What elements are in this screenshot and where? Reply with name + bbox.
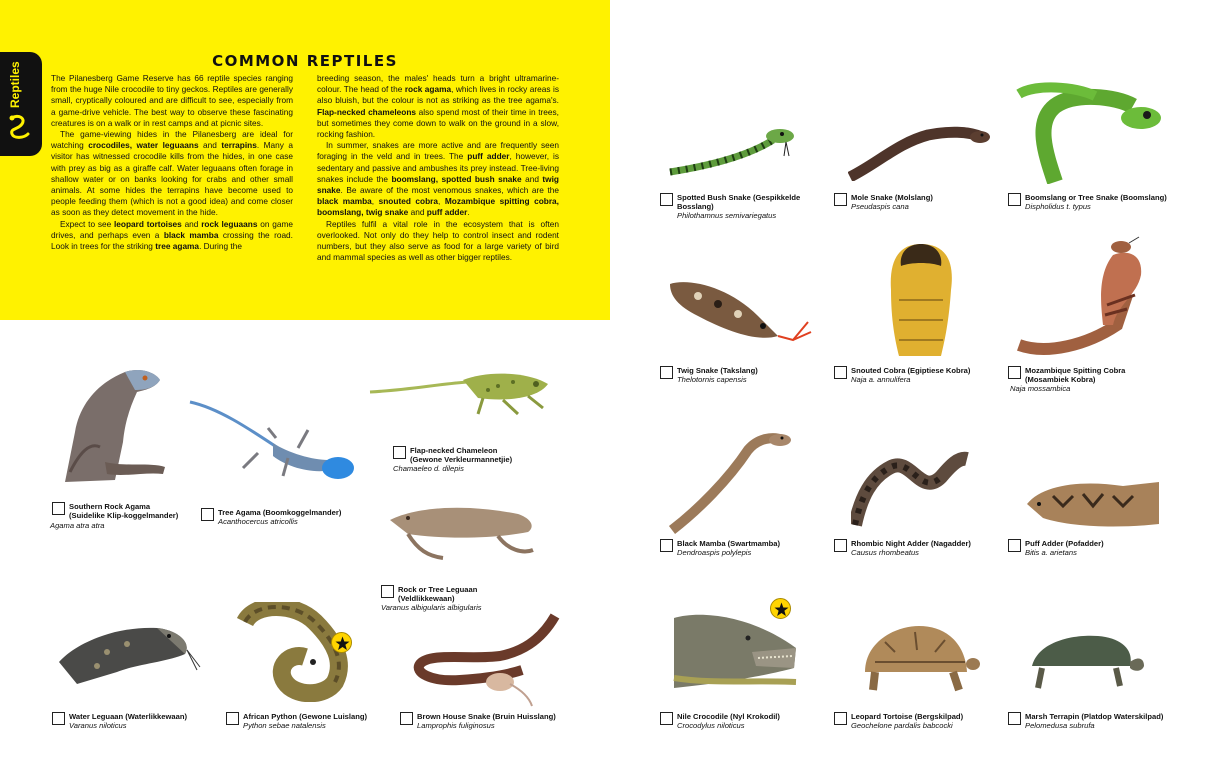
marsh-terrapin-illustration — [1022, 628, 1146, 696]
rock-agama-illustration — [55, 362, 170, 487]
black-mamba-illustration — [668, 430, 793, 535]
checkbox[interactable] — [660, 712, 673, 725]
checkbox[interactable] — [400, 712, 413, 725]
paragraph: Reptiles fulfil a vital role in the ecosystem that is often overlooked. Not only do they help to control insect and rodent numbers, but they also serve as food for a large variety of bird and mammal species as well as other bigger reptiles. — [317, 218, 559, 263]
rock-leguaan-illustration — [388, 500, 538, 562]
nile-crocodile-illustration — [672, 608, 800, 694]
intro-text-left — [51, 73, 293, 252]
chameleon-illustration — [368, 370, 553, 418]
checkbox[interactable] — [201, 508, 214, 521]
paragraph: Expect to see leopard tortoises and rock leguaans on game drives, and perhaps even a black mamba crossing the road. Look in trees for the striking tree agama. During the — [51, 218, 294, 252]
checkbox[interactable] — [393, 446, 406, 459]
star-icon — [331, 632, 352, 653]
checkbox[interactable] — [834, 366, 847, 379]
page-title: COMMON REPTILES — [212, 52, 398, 70]
house-snake-illustration — [410, 612, 560, 707]
checkbox[interactable] — [1008, 712, 1021, 725]
checkbox[interactable] — [1008, 539, 1021, 552]
star-icon — [770, 598, 791, 619]
snake-icon — [6, 112, 32, 140]
checkbox[interactable] — [381, 585, 394, 598]
checkbox[interactable] — [660, 193, 673, 206]
tree-agama-illustration — [188, 398, 358, 480]
checkbox[interactable] — [834, 193, 847, 206]
bush-snake-illustration — [668, 126, 803, 178]
boomslang-illustration — [1015, 82, 1163, 184]
intro-text-right — [317, 73, 559, 263]
checkbox[interactable] — [1008, 366, 1021, 379]
spitting-cobra-illustration — [1017, 235, 1160, 357]
paragraph: The Pilanesberg Game Reserve has 66 reptile species ranging from the huge Nile crocodile to tiny geckos. Reptiles are generally small, cryptically coloured and are difficult to see, especially from a game-drive vehicle. The best way to observe these fascinating creatures is on a walk or in rest camps and at picnic sites. — [51, 73, 293, 128]
checkbox[interactable] — [1008, 193, 1021, 206]
leopard-tortoise-illustration — [855, 622, 980, 697]
checkbox[interactable] — [660, 366, 673, 379]
section-tab-label: Reptiles — [8, 61, 22, 109]
checkbox[interactable] — [52, 712, 65, 725]
snouted-cobra-illustration — [885, 240, 957, 358]
night-adder-illustration — [851, 437, 973, 530]
paragraph: In summer, snakes are more active and are frequently seen foraging in the veld and in trees. The puff adder, however, is sedentary and passive and ambushes its prey instead. Tree-living snakes include the boomslang, spotted bush snake and twig snake. Be aware of the most venomous snakes, which are the black mamba, snouted cobra, Mozambique spitting cobra, boomslang, twig snake and puff adder. — [317, 140, 559, 218]
mole-snake-illustration — [848, 123, 991, 181]
paragraph: breeding season, the males' heads turn a bright ultramarine-colour. The head of the rock agama, which lives in rocky areas is also bluish, but the colour is not as striking as the tree agama's. Flap-necked chameleons also spend most of their time in trees, but sometimes they come down to walk on the ground in a slow, rocking fashion. — [317, 73, 559, 140]
checkbox[interactable] — [660, 539, 673, 552]
checkbox[interactable] — [226, 712, 239, 725]
puff-adder-illustration — [1023, 474, 1163, 532]
paragraph: The game-viewing hides in the Pilanesberg are ideal for watching crocodiles, water leguaans and terrapins. Many a visitor has witnessed crocodile kills from the hides, in one case with prey as big as a giraffe calf. Water leguaans often forage in shallow water or on banks looking for crabs and other small animals. At some hides the terrapins have become used to people feeding them (which is not a good idea) and come closer as soon as they detect movement in the hide. — [51, 129, 293, 218]
checkbox[interactable] — [834, 539, 847, 552]
water-leguaan-illustration — [57, 622, 202, 694]
twig-snake-illustration — [668, 276, 813, 346]
checkbox[interactable] — [52, 502, 65, 515]
checkbox[interactable] — [834, 712, 847, 725]
